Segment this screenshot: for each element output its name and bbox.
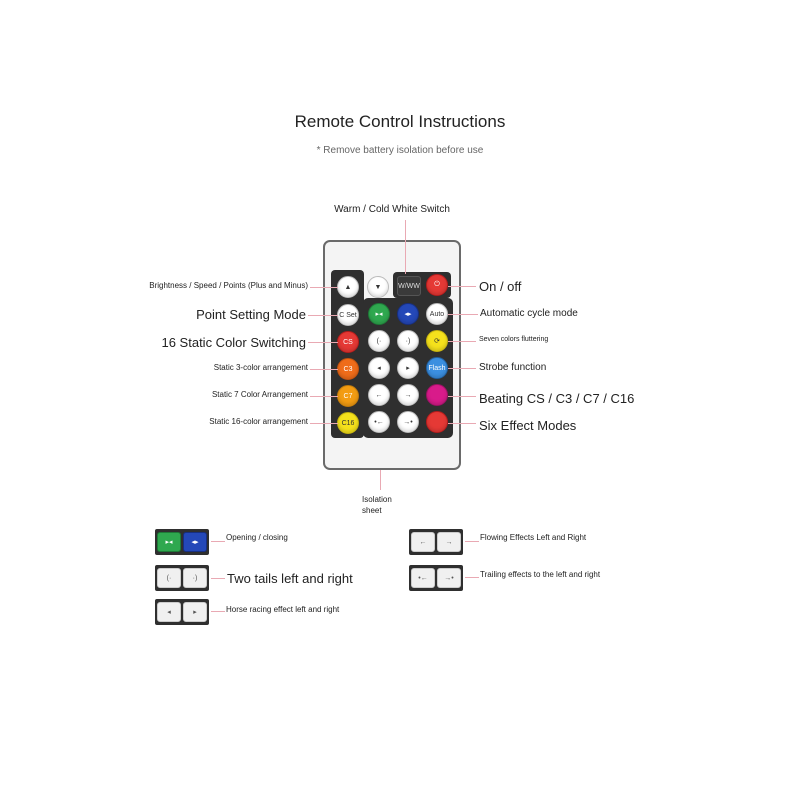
auto-cycle-label: Automatic cycle mode [480, 308, 578, 319]
static3-leader [310, 369, 338, 370]
opening-left-button[interactable] [368, 303, 390, 325]
trail-left-button[interactable] [368, 411, 390, 433]
cs-button[interactable] [337, 331, 359, 353]
legend-opening-label: Opening / closing [226, 533, 288, 542]
tail-right-icon: ·) [192, 574, 198, 582]
arrows-out-icon: ◂▸ [404, 311, 412, 318]
c16-label: C16 [341, 419, 355, 427]
tail-right-icon: ·) [405, 337, 411, 345]
legend-two-tails-label: Two tails left and right [227, 571, 353, 586]
static16-leader [310, 423, 338, 424]
legend-tail-right [183, 568, 207, 588]
auto-leader [448, 314, 478, 315]
arrows-in-icon: ▸◂ [375, 311, 383, 318]
seven-colors-label: Seven colors fluttering [479, 336, 549, 343]
legend-opening-green [157, 532, 181, 552]
six-effect-button[interactable] [426, 411, 448, 433]
horse-right-button[interactable] [397, 357, 419, 379]
arrow-right-icon: → [445, 538, 453, 546]
arrow-up-icon: ▲ [344, 283, 352, 291]
arrows-out-icon: ◂▸ [191, 539, 199, 546]
power-icon: ⏻ [434, 281, 440, 288]
c7-label: C7 [343, 392, 353, 400]
point-setting-button[interactable] [337, 304, 359, 326]
strobe-leader [448, 368, 476, 369]
horse-right-icon: ▸ [193, 609, 197, 616]
c7-button[interactable] [337, 385, 359, 407]
horse-right-icon: ▸ [406, 365, 410, 372]
warm-cold-leader [405, 220, 406, 274]
horse-left-icon: ◂ [167, 609, 171, 616]
legend-flowing-leader [465, 541, 479, 542]
brightness-leader [310, 287, 338, 288]
trail-left-icon: •← [418, 574, 428, 582]
arrow-down-icon: ▼ [374, 283, 382, 291]
legend-two-tails-leader [211, 578, 225, 579]
isolation-leader [380, 470, 381, 490]
on-off-label: On / off [479, 279, 522, 294]
trail-right-icon: →• [444, 574, 454, 582]
trail-right-icon: →• [403, 418, 413, 426]
auto-button[interactable] [426, 303, 448, 325]
static7-leader [310, 396, 338, 397]
cycle-icon: ⟳ [434, 338, 440, 345]
point-setting-label: Point Setting Mode [196, 307, 306, 322]
static16-label: Static 16-color arrangement [209, 417, 308, 426]
legend-trailing-label: Trailing effects to the left and right [480, 570, 601, 579]
closing-right-button[interactable] [397, 303, 419, 325]
legend-trail-left [411, 568, 435, 588]
two-tails-left-button[interactable] [368, 330, 390, 352]
legend-tail-left [157, 568, 181, 588]
auto-label: Auto [429, 310, 445, 318]
beating-label: Beating CS / C3 / C7 / C16 [479, 391, 635, 406]
arrows-in-icon: ▸◂ [165, 539, 173, 546]
tail-left-icon: (· [376, 337, 382, 345]
seven-colors-button[interactable] [426, 330, 448, 352]
arrow-left-icon: ← [419, 538, 427, 546]
six-effect-leader [448, 423, 476, 424]
page-subtitle: * Remove battery isolation before use [316, 145, 484, 156]
flash-label: Flash [428, 364, 446, 372]
legend-horse-left [157, 602, 181, 622]
legend-trailing-leader [465, 577, 479, 578]
arrow-left-icon: ← [375, 391, 383, 399]
page-title: Remote Control Instructions [294, 112, 506, 131]
trail-left-icon: •← [374, 418, 384, 426]
legend-opening-leader [211, 541, 225, 542]
legend-flowing-label: Flowing Effects Left and Right [480, 533, 587, 542]
point-setting-leader [308, 315, 338, 316]
isolation-label-line1: Isolation [362, 495, 392, 504]
c3-button[interactable] [337, 358, 359, 380]
on-off-leader [448, 286, 476, 287]
flow-right-button[interactable] [397, 384, 419, 406]
brightness-label: Brightness / Speed / Points (Plus and Minus) [149, 281, 308, 290]
legend-horse-leader [211, 611, 225, 612]
warm-cold-label: Warm / Cold White Switch [334, 204, 450, 215]
legend-flow-right [437, 532, 461, 552]
beating-leader [448, 396, 476, 397]
horse-left-button[interactable] [368, 357, 390, 379]
strobe-label: Strobe function [479, 362, 547, 373]
cset-label: C Set [339, 311, 357, 319]
trail-right-button[interactable] [397, 411, 419, 433]
cs-label: CS [343, 338, 353, 346]
legend-opening-blue [183, 532, 207, 552]
seven-colors-leader [448, 341, 476, 342]
static7-label: Static 7 Color Arrangement [211, 390, 308, 399]
brightness-up-button[interactable] [337, 276, 359, 298]
beating-button[interactable] [426, 384, 448, 406]
six-effect-label: Six Effect Modes [479, 418, 577, 433]
arrow-right-icon: → [404, 391, 412, 399]
ww-switch-button[interactable] [397, 276, 421, 296]
flash-button[interactable] [426, 357, 448, 379]
c16-button[interactable] [337, 412, 359, 434]
two-tails-right-button[interactable] [397, 330, 419, 352]
static16-switch-label: 16 Static Color Switching [161, 335, 306, 350]
c3-label: C3 [343, 365, 353, 373]
legend-horse-right [183, 602, 207, 622]
flow-left-button[interactable] [368, 384, 390, 406]
legend-flow-left [411, 532, 435, 552]
tail-left-icon: (· [166, 574, 172, 582]
ww-label: W/WW [398, 282, 420, 290]
horse-left-icon: ◂ [377, 365, 381, 372]
brightness-down-button[interactable] [367, 276, 389, 298]
isolation-label-line2: sheet [362, 506, 382, 515]
static3-label: Static 3-color arrangement [213, 363, 308, 372]
legend-horse-label: Horse racing effect left and right [226, 605, 340, 614]
power-button[interactable] [426, 274, 448, 296]
legend-trail-right [437, 568, 461, 588]
static16-switch-leader [308, 342, 338, 343]
